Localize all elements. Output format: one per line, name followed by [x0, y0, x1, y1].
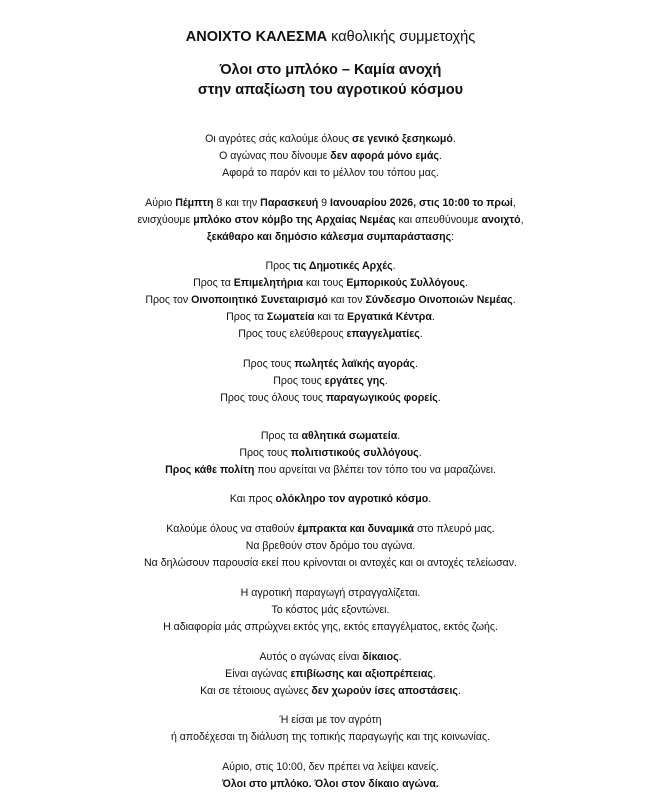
paragraph: [0, 491, 661, 508]
subtitle-line-2: στην απαξίωση του αγροτικού κόσμου: [197, 82, 464, 98]
text: .: [512, 294, 516, 307]
bold-text: αθλητικά σωματεία: [301, 429, 398, 442]
text-line: [0, 148, 661, 165]
text-line: [0, 619, 661, 636]
paragraph: [0, 759, 661, 793]
bold-text: ολόκληρο τον αγροτικό κόσμο: [275, 493, 429, 506]
bold-text: Πέμπτη: [175, 196, 214, 209]
text: Να δηλώσουν παρουσία εκεί που κρίνονται οι αντοχές και οι αντοχές τελείωσαν.: [144, 557, 517, 570]
paragraph: [0, 258, 661, 343]
bold-text: δεν αφορά μόνο εμάς: [330, 149, 439, 162]
text-line: [0, 165, 661, 182]
text-line: [0, 555, 661, 572]
text: Καλούμε όλους να σταθούν: [166, 523, 298, 536]
paragraph-gap: [0, 182, 661, 195]
text: Προς τους όλους τους: [220, 391, 326, 404]
paragraph-gap: [0, 636, 661, 649]
bold-text: Εργατικά Κέντρα: [347, 311, 432, 324]
text: Η αδιαφορία μάς σπρώχνει εκτός γης, εκτός επαγγέλματος, εκτός ζωής.: [163, 620, 498, 633]
text: Αύριο: [145, 196, 176, 209]
bold-text: δίκαιος: [362, 650, 399, 663]
bold-text: Παρασκευή: [260, 196, 319, 209]
text-line: [0, 683, 661, 700]
text: .: [438, 149, 442, 162]
bold-text: τις Δημοτικές Αρχές: [293, 260, 393, 273]
paragraph: [0, 356, 661, 407]
text: και τον: [327, 294, 366, 307]
text: Ή είσαι με τον αγρότη: [279, 714, 382, 727]
document-subtitle: [0, 60, 661, 100]
text-line: [0, 729, 661, 746]
text: Αφορά το παρόν και το μέλλον του τόπου μας.: [222, 166, 439, 179]
paragraph-gap: [0, 699, 661, 712]
text: .: [431, 311, 435, 324]
bold-text: επαγγελματίες: [346, 328, 420, 341]
title-caps: ΑΝΟΙΧΤΟ ΚΑΛΕΣΜΑ: [185, 29, 328, 45]
text-line: [0, 649, 661, 666]
bold-text: σε γενικό ξεσηκωμό: [352, 133, 453, 145]
text-line: [0, 195, 661, 212]
text-line: [0, 491, 661, 508]
text: 8 και την: [213, 196, 261, 209]
bold-text: ξεκάθαρο και δημόσιο κάλεσμα συμπαράστασης: [206, 230, 452, 243]
text: .: [398, 650, 402, 663]
paragraph: [0, 585, 661, 636]
text-line: [0, 462, 661, 479]
text: .: [452, 133, 456, 145]
text: Και προς: [229, 493, 276, 506]
paragraph-gap: [0, 572, 661, 585]
text-line: [0, 356, 661, 373]
bold-text: δεν χωρούν ίσες αποστάσεις: [311, 684, 458, 697]
text-line: [0, 521, 661, 538]
text: .: [464, 277, 468, 290]
bold-text: Σύνδεσμο Οινοποιών Νεμέας: [365, 294, 513, 307]
text-line: [0, 445, 661, 462]
paragraph-gap: [0, 343, 661, 356]
title-rest: καθολικής συμμετοχής: [327, 29, 476, 45]
text: Προς τα: [193, 277, 234, 290]
bold-text: παραγωγικούς φορείς: [325, 391, 438, 404]
text: Οι αγρότες σάς καλούμε όλους: [205, 133, 352, 145]
paragraph-gap: [0, 508, 661, 521]
text: Προς τα: [226, 311, 267, 324]
text: Ο αγώνας που δίνουμε: [219, 149, 331, 162]
text: :: [451, 230, 455, 243]
text: Το κόστος μάς εξοντώνει.: [271, 603, 390, 616]
text-line: [0, 585, 661, 602]
text: ,: [512, 196, 516, 209]
text: και απευθύνουμε: [395, 213, 482, 226]
bold-text: Ιανουαρίου 2026, στις 10:00 το πρωί: [330, 196, 513, 209]
bold-text: επιβίωσης και αξιοπρέπειας: [290, 667, 433, 680]
bold-text: πωλητές λαϊκής αγοράς: [294, 357, 416, 370]
text-line: [0, 759, 661, 776]
text-line: [0, 258, 661, 275]
text: Προς τους: [239, 446, 291, 459]
text-line: [0, 309, 661, 326]
text: Αύριο, στις 10:00, δεν πρέπει να λείψει κανείς.: [222, 761, 439, 774]
text: Προς τα: [260, 429, 302, 442]
text-line: [0, 602, 661, 619]
text: 9: [318, 196, 331, 209]
text: Προς τους: [243, 357, 295, 370]
text: ενισχύουμε: [137, 213, 194, 226]
bold-text: Όλοι στο μπλόκο. Όλοι στον δίκαιο αγώνα.: [222, 778, 439, 791]
text: ή αποδέχεσαι τη διάλυση της τοπικής παραγωγής και της κοινωνίας.: [170, 731, 491, 744]
text: ,: [520, 213, 524, 226]
text-line: [0, 275, 661, 292]
text: .: [418, 446, 422, 459]
text-line: [0, 666, 661, 683]
text-line: [0, 776, 661, 793]
bold-text: έμπρακτα και δυναμικά: [297, 523, 415, 536]
paragraph-gap: [0, 407, 661, 428]
text-line: [0, 538, 661, 555]
text: .: [457, 684, 461, 697]
paragraph-gap: [0, 478, 661, 491]
paragraph: [0, 521, 661, 572]
text-line: [0, 131, 661, 148]
bold-text: μπλόκο στον κόμβο της Αρχαίας Νεμέας: [193, 213, 396, 226]
text: .: [384, 374, 388, 387]
text: .: [428, 493, 432, 506]
paragraph-gap: [0, 245, 661, 258]
text: Προς τον: [145, 294, 192, 307]
paragraph: [0, 428, 661, 479]
paragraph-gap: [0, 746, 661, 759]
text: Να βρεθούν στον δρόμο του αγώνα.: [245, 540, 416, 553]
text-line: [0, 212, 661, 229]
document-body: [0, 131, 661, 793]
text-line: [0, 326, 661, 343]
text: Προς τους: [273, 374, 325, 387]
text: που αρνείται να βλέπει τον τόπο του να μαραζώνει.: [254, 463, 496, 476]
bold-text: ανοιχτό: [481, 213, 521, 226]
text-line: [0, 428, 661, 445]
bold-text: Οινοποιητικό Συνεταιρισμό: [191, 294, 328, 307]
bold-text: Προς κάθε πολίτη: [165, 463, 255, 476]
text: στο πλευρό μας.: [414, 523, 495, 536]
text-line: [0, 229, 661, 246]
text: Προς: [265, 260, 294, 273]
paragraph: [0, 131, 661, 182]
bold-text: πολιτιστικούς συλλόγους: [290, 446, 419, 459]
text-line: [0, 292, 661, 309]
bold-text: Επιμελητήρια: [233, 277, 303, 290]
text: .: [415, 357, 418, 370]
text: .: [392, 260, 396, 273]
paragraph: [0, 649, 661, 700]
bold-text: Σωματεία: [266, 311, 315, 324]
paragraph: [0, 712, 661, 746]
text: Αυτός ο αγώνας είναι: [259, 650, 363, 663]
text: .: [397, 429, 401, 442]
text: Προς τους ελεύθερους: [238, 328, 347, 341]
text: Και σε τέτοιους αγώνες: [200, 684, 312, 697]
text: .: [419, 328, 423, 341]
text: και τα: [314, 311, 348, 324]
text-line: [0, 390, 661, 407]
text-line: [0, 712, 661, 729]
text: .: [432, 667, 436, 680]
text: Η αγροτική παραγωγή στραγγαλίζεται.: [240, 587, 421, 600]
bold-text: Εμπορικούς Συλλόγους: [346, 277, 465, 290]
text: .: [437, 391, 441, 404]
document-title: [0, 28, 661, 46]
bold-text: εργάτες γης: [324, 374, 385, 387]
text: και τους: [303, 277, 347, 290]
text-line: [0, 373, 661, 390]
paragraph: [0, 195, 661, 246]
subtitle-line-1: Όλοι στο μπλόκο – Καμία ανοχή: [219, 62, 442, 78]
text: Είναι αγώνας: [225, 667, 291, 680]
